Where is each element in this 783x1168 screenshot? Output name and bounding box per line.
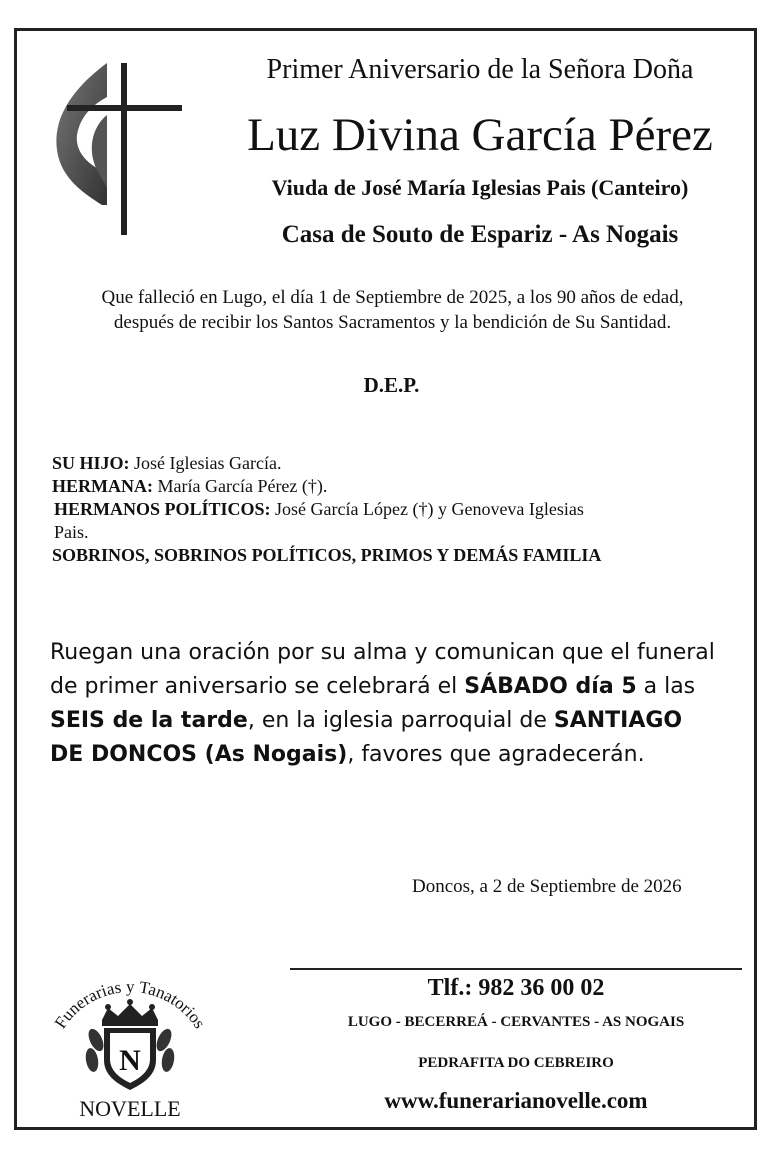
intro-line-2: después de recibir los Santos Sacramentos y la bendición de Su Santidad. — [113, 312, 672, 333]
cross-icon — [47, 55, 187, 240]
family-son — [52, 452, 742, 475]
deceased-name: Luz Divina García Pérez — [247, 109, 713, 161]
phone-number: Tlf.: 982 36 00 02 — [427, 975, 605, 1001]
date-line: Doncos, a 2 de Septiembre de 2026 — [412, 876, 682, 897]
ruegan-p1: Ruegan una oración por su alma y comunican que el funeral — [50, 640, 715, 665]
widow-line: Viuda de José María Iglesias Pais (Canteiro) — [271, 175, 689, 200]
crown-icon — [102, 999, 158, 1026]
sister-value: María García Pérez (†). — [153, 476, 328, 496]
family-others — [52, 544, 742, 567]
others-text: SOBRINOS, SOBRINOS POLÍTICOS, PRIMOS Y DEMÁS FAMILIA — [52, 545, 602, 565]
house-line: Casa de Souto de Espariz - As Nogais — [281, 221, 679, 248]
ruegan-church-2: DE DONCOS (As Nogais) — [50, 742, 348, 767]
family-inlaws — [52, 498, 742, 521]
family-sister — [52, 475, 742, 498]
family-inlaws-cont: Pais. — [54, 522, 89, 542]
ruegan-church-1: SANTIAGO — [553, 708, 683, 733]
ruegan-p3: a las — [636, 674, 696, 699]
inlaws-label: HERMANOS POLÍTICOS: — [54, 499, 271, 519]
logo-name: NOVELLE — [79, 1096, 181, 1121]
dep-text: D.E.P. — [363, 373, 420, 397]
anniversary-heading: Primer Aniversario de la Señora Doña — [266, 54, 694, 85]
ruegan-p4: , en la iglesia parroquial de — [247, 708, 554, 733]
son-label: SU HIJO: — [52, 453, 130, 473]
logo-arc-text: Funerarias y Tanatorios — [50, 976, 210, 1032]
ruegan-time: SEIS de la tarde — [50, 708, 248, 733]
inlaws-value: José García López (†) y Genoveva Iglesias — [270, 499, 584, 519]
logo-letter: N — [119, 1044, 141, 1077]
intro-line-1: Que falleció en Lugo, el día 1 de Septiembre de 2025, a los 90 años de edad, — [101, 287, 684, 308]
ruegan-p2: de primer aniversario se celebrará el — [50, 674, 465, 699]
ruegan-p5: , favores que agradecerán. — [347, 742, 645, 767]
son-value: José Iglesias García. — [129, 453, 282, 473]
pedrafita-line: PEDRAFITA DO CEBREIRO — [418, 1055, 614, 1071]
family-list — [52, 452, 742, 567]
funeral-paragraph — [50, 636, 750, 772]
footer-divider — [290, 968, 742, 970]
death-announcement — [30, 285, 755, 335]
website-link[interactable]: www.funerarianovelle.com — [384, 1088, 648, 1113]
ruegan-day: SÁBADO día 5 — [464, 674, 637, 699]
cities-line: LUGO - BECERREÁ - CERVANTES - AS NOGAIS — [347, 1014, 685, 1030]
sister-label: HERMANA: — [52, 476, 153, 496]
